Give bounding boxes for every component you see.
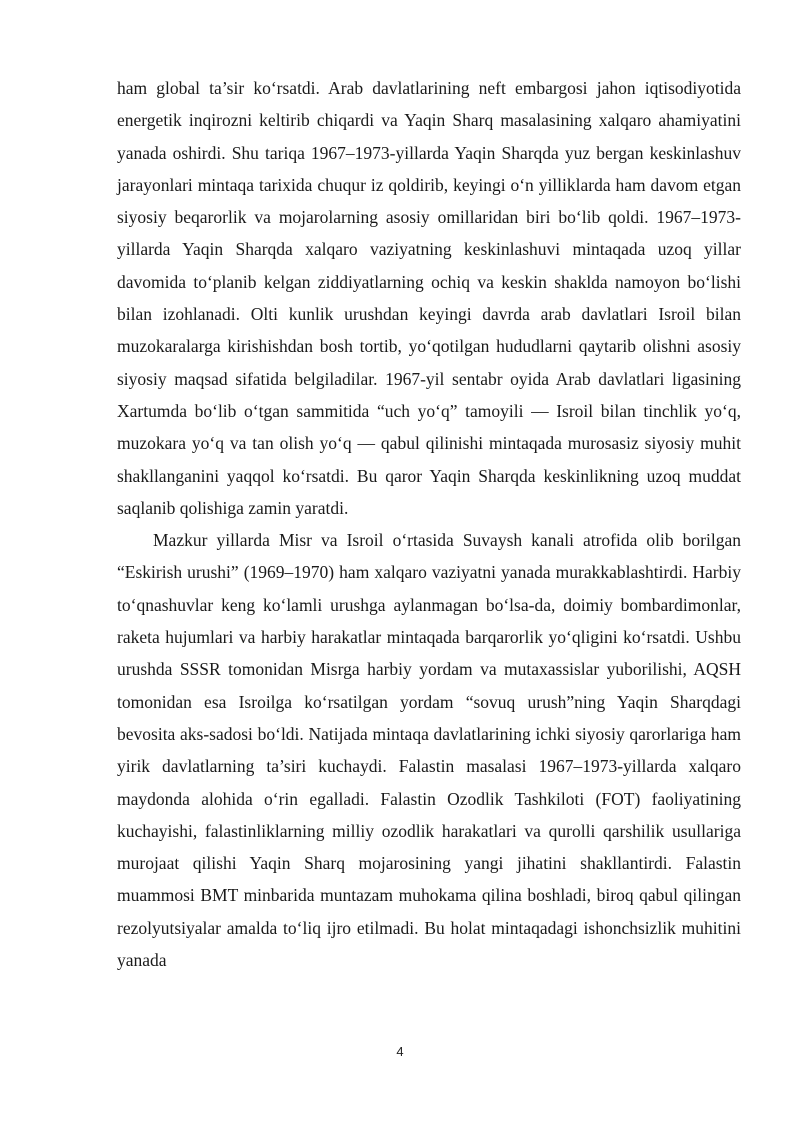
body-text [117,72,741,976]
paragraph-1: ham global ta’sir ko‘rsatdi. Arab davlatlarining neft embargosi jahon iqtisodiyotida energetik inqirozni keltirib chiqardi va Yaqin Sharq masalasining xalqaro ahamiyatini yanada oshirdi. Shu tariqa 1967–1973-yillarda Yaqin Sharqda yuz bergan keskinlashuv jarayonlari mintaqa tarixida chuqur iz qoldirib, keyingi o‘n yilliklarda ham davom etgan siyosiy beqarorlik va mojarolarning asosiy omillaridan biri bo‘lib qoldi. 1967–1973-yillarda Yaqin Sharqda xalqaro vaziyatning keskinlashuvi mintaqada uzoq yillar davomida to‘planib kelgan ziddiyatlarning ochiq va keskin shaklda namoyon bo‘lishi bilan izohlanadi. Olti kunlik urushdan keyingi davrda arab davlatlari Isroil bilan muzokaralarga kirishishdan bosh tortib, yo‘qotilgan hududlarni qaytarib olishni asosiy siyosiy maqsad sifatida belgiladilar. 1967-yil sentabr oyida Arab davlatlari ligasining Xartumda bo‘lib o‘tgan sammitida “uch yo‘q” tamoyili — Isroil bilan tinchlik yo‘q, muzokara yo‘q va tan olish yo‘q — qabul qilinishi mintaqada murosasiz siyosiy muhit shakllanganini yaqqol ko‘rsatdi. Bu qaror Yaqin Sharqda keskinlikning uzoq muddat saqlanib qolishiga zamin yaratdi. [117,78,741,518]
paragraph-2: Mazkur yillarda Misr va Isroil o‘rtasida Suvaysh kanali atrofida olib borilgan “Eskirish urushi” (1969–1970) ham xalqaro vaziyatni yanada murakkablashtirdi. Harbiy to‘qnashuvlar keng ko‘lamli urushga aylanmagan bo‘lsa-da, doimiy bombardimonlar, raketa hujumlari va harbiy harakatlar mintaqada barqarorlik yo‘qligini ko‘rsatdi. Ushbu urushda SSSR tomonidan Misrga harbiy yordam va mutaxassislar yuborilishi, AQSH tomonidan esa Isroilga ko‘rsatilgan yordam “sovuq urush”ning Yaqin Sharqdagi bevosita aks-sadosi bo‘ldi. Natijada mintaqa davlatlarining ichki siyosiy qarorlariga ham yirik davlatlarning ta’siri kuchaydi. Falastin masalasi 1967–1973-yillarda xalqaro maydonda alohida o‘rin egalladi. Falastin Ozodlik Tashkiloti (FOT) faoliyatining kuchayishi, falastinliklarning milliy ozodlik harakatlari va qurolli qarshilik usullariga murojaat qilishi Yaqin Sharq mojarosining yangi jihatini shakllantirdi. Falastin muammosi BMT minbarida muntazam muhokama qilina boshladi, biroq qabul qilingan rezolyutsiyalar amalda to‘liq ijro etilmadi. Bu holat mintaqadagi ishonchsizlik muhitini yanada [117,530,741,971]
page-number: 4 [396,1044,404,1059]
